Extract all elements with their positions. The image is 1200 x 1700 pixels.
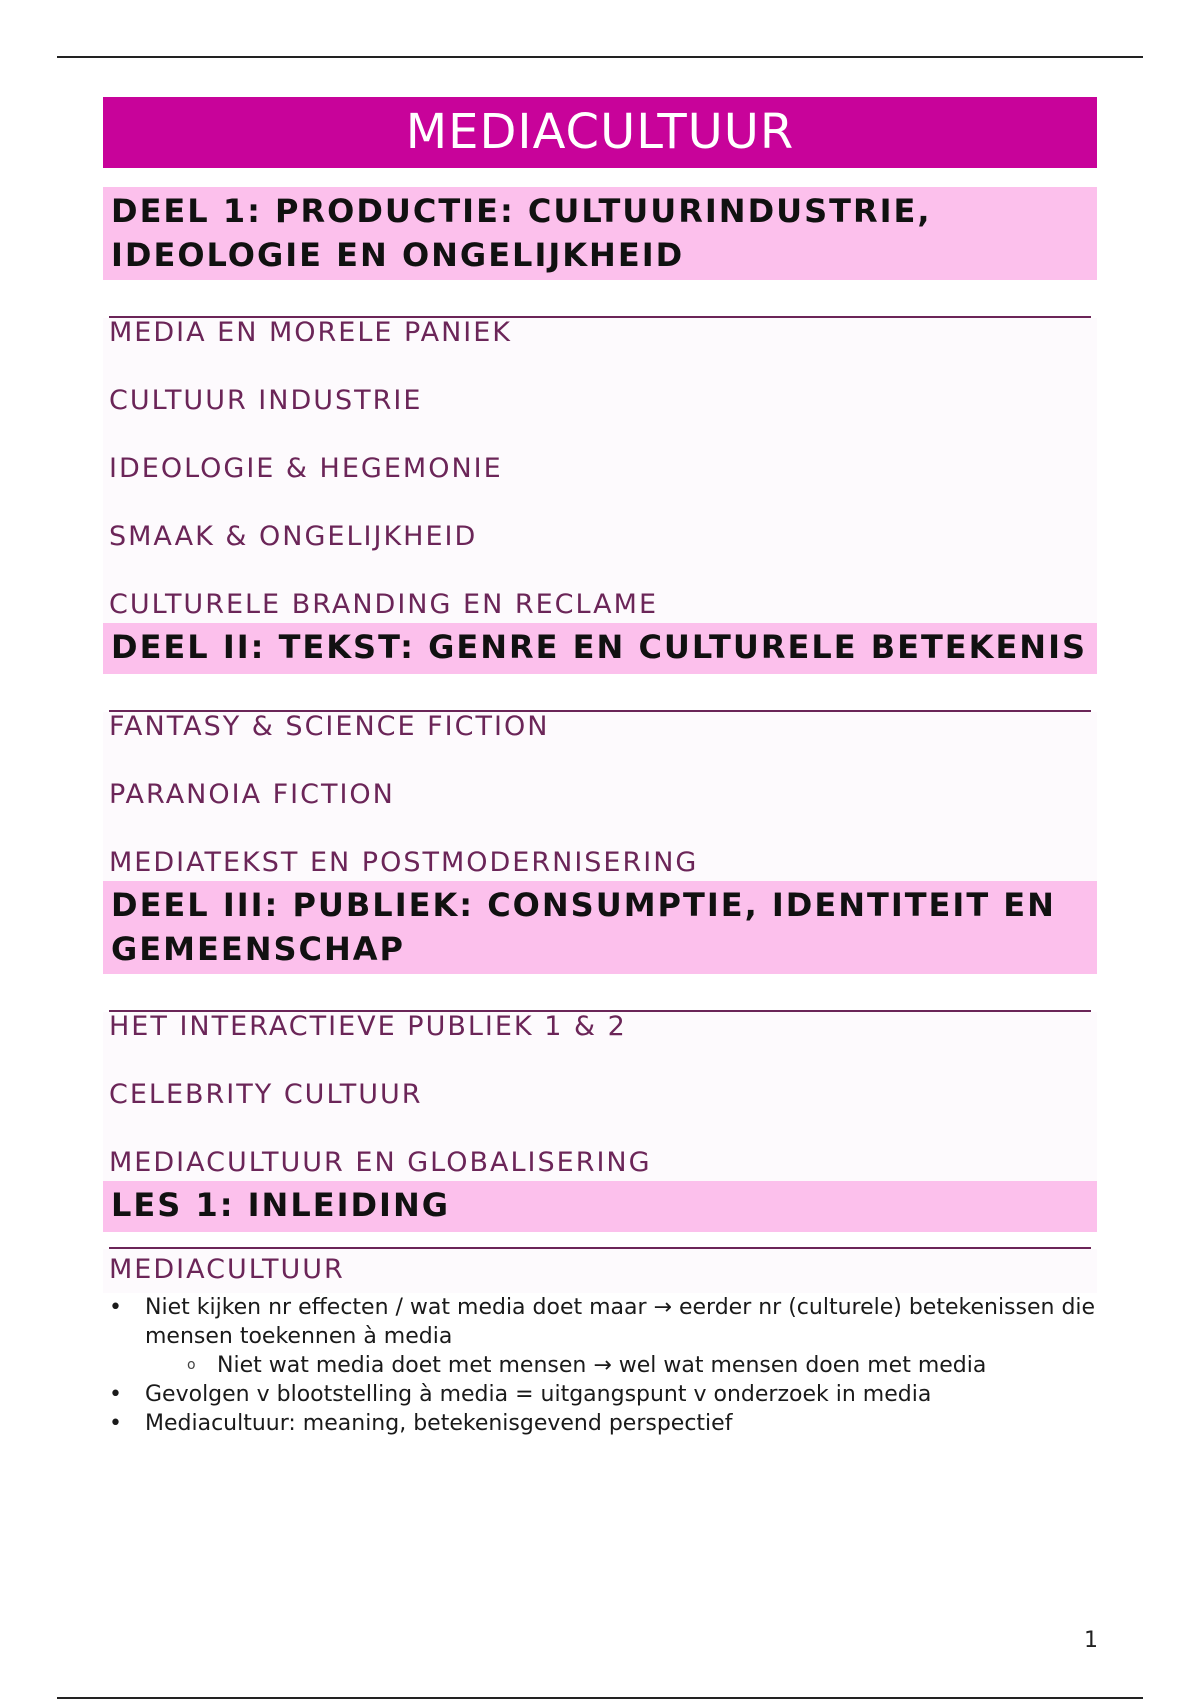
document-title: MEDIACULTUUR <box>103 97 1097 168</box>
part-1-topics <box>103 318 1097 623</box>
topic-item: PARANOIA FICTION <box>109 779 395 810</box>
page-number: 1 <box>1084 1628 1098 1653</box>
topic-item: CULTUUR INDUSTRIE <box>109 385 423 416</box>
part-2-header: DEEL II: TEKST: GENRE EN CULTURELE BETEKENIS <box>103 623 1097 674</box>
part-1-header: DEEL 1: PRODUCTIE: CULTUURINDUSTRIE, IDEOLOGIE EN ONGELIJKHEID <box>103 187 1097 280</box>
lesson-subheading: MEDIACULTUUR <box>109 1254 345 1285</box>
topic-item: FANTASY & SCIENCE FICTION <box>109 711 550 742</box>
list-item <box>109 1351 1097 1380</box>
part-3-header: DEEL III: PUBLIEK: CONSUMPTIE, IDENTITEIT EN GEMEENSCHAP <box>103 881 1097 974</box>
part-2-topics <box>103 712 1097 881</box>
lesson-header: LES 1: INLEIDING <box>103 1181 1097 1232</box>
document-body <box>103 97 1097 1438</box>
topic-item: SMAAK & ONGELIJKHEID <box>109 521 478 552</box>
topic-item: MEDIA EN MORELE PANIEK <box>109 317 513 348</box>
topic-item: IDEOLOGIE & HEGEMONIE <box>109 453 503 484</box>
list-item <box>109 1380 1097 1409</box>
lesson-bullet-list <box>103 1293 1097 1438</box>
list-item <box>109 1293 1097 1351</box>
bullet-text: Mediacultuur: meaning, betekenisgevend perspectief <box>145 1411 733 1436</box>
sub-bullet-icon: o <box>187 1357 196 1373</box>
topic-item: MEDIACULTUUR EN GLOBALISERING <box>109 1147 652 1178</box>
bullet-text: Niet kijken nr effecten / wat media doet maar → eerder nr (culturele) betekenissen die mensen toekennen à media <box>145 1295 1096 1349</box>
topic-item: MEDIATEKST EN POSTMODERNISERING <box>109 847 699 878</box>
bullet-text: Gevolgen v blootstelling à media = uitgangspunt v onderzoek in media <box>145 1382 932 1407</box>
part-3-topics <box>103 1012 1097 1181</box>
topic-item: CELEBRITY CULTUUR <box>109 1079 423 1110</box>
bullet-text: Niet wat media doet met mensen → wel wat mensen doen met media <box>217 1353 987 1378</box>
page-bottom-rule <box>57 1697 1143 1699</box>
page-top-rule <box>57 56 1143 58</box>
bullet-icon: • <box>109 1295 122 1320</box>
lesson-subheading-block <box>103 1249 1097 1293</box>
topic-item: CULTURELE BRANDING EN RECLAME <box>109 589 659 620</box>
bullet-icon: • <box>109 1382 122 1407</box>
list-item <box>109 1409 1097 1438</box>
bullet-icon: • <box>109 1411 122 1436</box>
topic-item: HET INTERACTIEVE PUBLIEK 1 & 2 <box>109 1011 627 1042</box>
